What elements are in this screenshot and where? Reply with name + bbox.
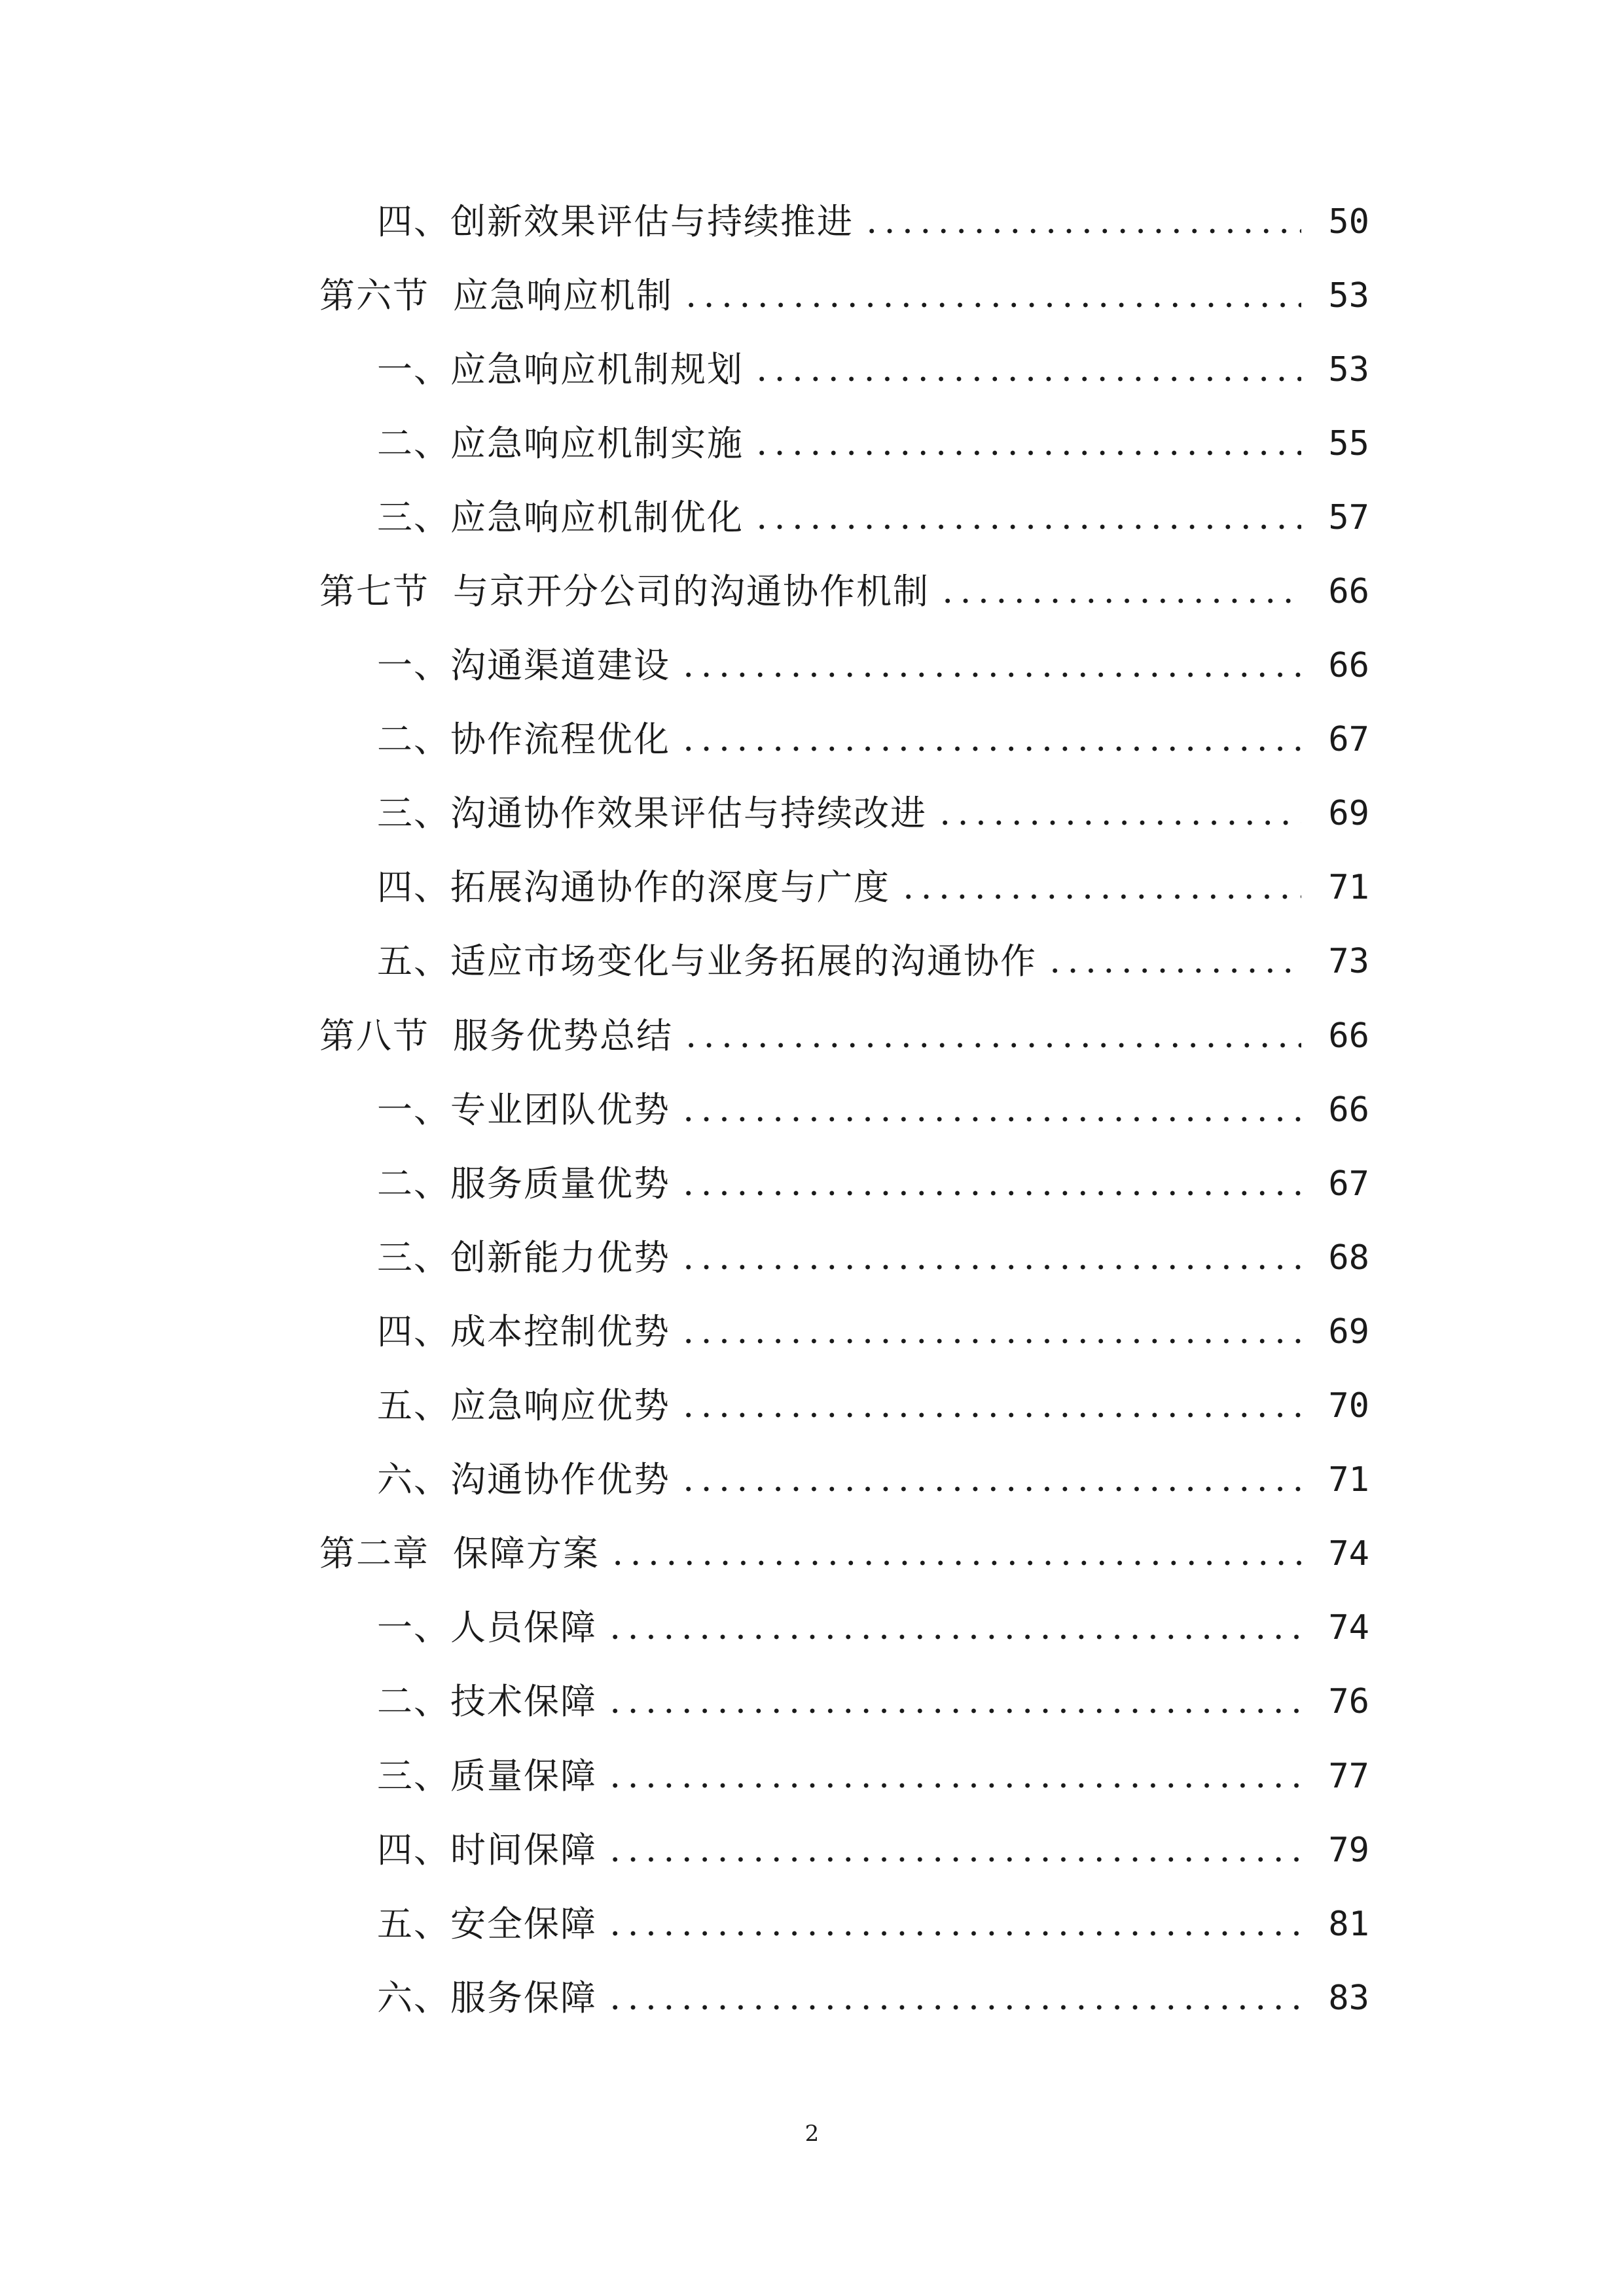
toc-subsection-entry[interactable] xyxy=(0,1369,1624,1443)
toc-subsection-entry[interactable] xyxy=(0,406,1624,480)
toc-subsection-entry[interactable] xyxy=(0,703,1624,777)
toc-entry-page-number: 79 xyxy=(1328,1830,1369,1870)
toc-subsection-entry[interactable] xyxy=(0,1961,1624,2035)
page-number: 2 xyxy=(804,2121,820,2147)
toc-entry-section-label: 第二章 xyxy=(319,1533,429,1575)
toc-subsection-entry[interactable] xyxy=(0,1739,1624,1813)
toc-subsection-entry[interactable] xyxy=(0,1221,1624,1295)
toc-dot-leader xyxy=(609,1536,1301,1571)
toc-entry-title: 五、安全保障 xyxy=(377,1903,597,1945)
toc-dot-leader xyxy=(679,1240,1301,1276)
toc-dot-leader xyxy=(679,1388,1301,1424)
toc-dot-leader xyxy=(899,870,1301,905)
toc-entry-heading xyxy=(319,571,929,613)
toc-subsection-entry[interactable] xyxy=(0,1591,1624,1665)
toc-subsection-entry[interactable] xyxy=(0,925,1624,999)
toc-entry-heading xyxy=(319,274,673,316)
toc-entry-section-label: 第八节 xyxy=(319,1014,429,1056)
toc-entry-title: 保障方案 xyxy=(453,1533,600,1575)
toc-entry-heading xyxy=(377,348,744,390)
toc-dot-leader xyxy=(936,796,1301,831)
toc-section-entry[interactable] xyxy=(0,554,1624,628)
toc-entry-title: 一、人员保障 xyxy=(377,1607,597,1649)
toc-entry-page-number: 73 xyxy=(1328,942,1369,982)
toc-entry-title: 四、时间保障 xyxy=(377,1829,597,1871)
toc-entry-title: 一、专业团队优势 xyxy=(377,1088,670,1130)
toc-subsection-entry[interactable] xyxy=(0,480,1624,554)
toc-entry-heading xyxy=(377,1310,670,1352)
toc-section-entry[interactable] xyxy=(0,259,1624,332)
toc-entry-title: 一、应急响应机制规划 xyxy=(377,348,744,390)
toc-entry-page-number: 71 xyxy=(1328,1460,1369,1500)
toc-dot-leader xyxy=(679,1166,1301,1202)
toc-entry-heading xyxy=(377,1162,670,1204)
toc-subsection-entry[interactable] xyxy=(0,851,1624,925)
toc-entry-heading xyxy=(377,645,670,687)
toc-entry-title: 二、技术保障 xyxy=(377,1681,597,1723)
toc-entry-title: 二、应急响应机制实施 xyxy=(377,422,744,464)
toc-entry-page-number: 77 xyxy=(1328,1756,1369,1796)
toc-entry-heading xyxy=(377,1977,597,2018)
toc-entry-heading xyxy=(377,496,744,538)
toc-dot-leader xyxy=(606,1759,1301,1794)
toc-dot-leader xyxy=(1046,944,1301,979)
toc-entry-title: 三、创新能力优势 xyxy=(377,1236,670,1278)
toc-subsection-entry[interactable] xyxy=(0,777,1624,851)
toc-entry-page-number: 70 xyxy=(1328,1386,1369,1426)
toc-dot-leader xyxy=(679,722,1301,757)
toc-entry-title: 五、适应市场变化与业务拓展的沟通协作 xyxy=(377,941,1037,982)
toc-entry-page-number: 76 xyxy=(1328,1682,1369,1722)
toc-subsection-entry[interactable] xyxy=(0,1813,1624,1887)
toc-entry-title: 四、成本控制优势 xyxy=(377,1310,670,1352)
toc-subsection-entry[interactable] xyxy=(0,332,1624,406)
toc-dot-leader xyxy=(606,1833,1301,1868)
toc-entry-page-number: 67 xyxy=(1328,720,1369,760)
toc-entry-heading xyxy=(377,867,890,908)
toc-entry-heading xyxy=(319,1014,673,1056)
toc-dot-leader xyxy=(679,1092,1301,1128)
toc-entry-page-number: 74 xyxy=(1328,1608,1369,1648)
toc-entry-heading xyxy=(377,1236,670,1278)
toc-entry-page-number: 66 xyxy=(1328,1090,1369,1130)
toc-entry-title: 三、应急响应机制优化 xyxy=(377,496,744,538)
toc-entry-section-label: 第七节 xyxy=(319,571,429,613)
toc-subsection-entry[interactable] xyxy=(0,1887,1624,1961)
toc-dot-leader xyxy=(939,574,1301,609)
toc-entry-page-number: 66 xyxy=(1328,646,1369,686)
toc-entry-page-number: 69 xyxy=(1328,1312,1369,1352)
toc-dot-leader xyxy=(606,1610,1301,1645)
toc-entry-heading xyxy=(377,1088,670,1130)
toc-entry-page-number: 67 xyxy=(1328,1164,1369,1204)
toc-entry-title: 六、服务保障 xyxy=(377,1977,597,2018)
toc-subsection-entry[interactable] xyxy=(0,1665,1624,1739)
toc-dot-leader xyxy=(606,1907,1301,1942)
toc-entry-heading xyxy=(377,1385,670,1427)
toc-subsection-entry[interactable] xyxy=(0,1295,1624,1369)
toc-entry-title: 二、协作流程优化 xyxy=(377,719,670,761)
toc-dot-leader xyxy=(679,1462,1301,1498)
toc-entry-page-number: 74 xyxy=(1328,1534,1369,1574)
toc-dot-leader xyxy=(606,1981,1301,2016)
toc-entry-page-number: 53 xyxy=(1328,276,1369,315)
toc-dot-leader xyxy=(753,426,1301,461)
toc-entry-page-number: 68 xyxy=(1328,1238,1369,1278)
toc-entry-heading xyxy=(319,1533,600,1575)
table-of-contents xyxy=(0,185,1624,2035)
toc-section-entry[interactable] xyxy=(0,999,1624,1073)
toc-entry-heading xyxy=(377,941,1037,982)
toc-subsection-entry[interactable] xyxy=(0,629,1624,703)
toc-entry-title: 四、拓展沟通协作的深度与广度 xyxy=(377,867,890,908)
toc-dot-leader xyxy=(863,204,1301,240)
toc-entry-page-number: 81 xyxy=(1328,1904,1369,1944)
toc-entry-heading xyxy=(377,793,927,834)
toc-entry-page-number: 66 xyxy=(1328,1016,1369,1056)
toc-entry-heading xyxy=(377,200,854,242)
toc-entry-title: 服务优势总结 xyxy=(453,1014,673,1056)
toc-dot-leader xyxy=(682,1018,1301,1054)
toc-entry-title: 三、质量保障 xyxy=(377,1755,597,1797)
toc-entry-heading xyxy=(377,1829,597,1871)
toc-entry-title: 四、创新效果评估与持续推进 xyxy=(377,200,854,242)
toc-dot-leader xyxy=(679,1314,1301,1350)
toc-entry-page-number: 71 xyxy=(1328,868,1369,908)
toc-entry-title: 三、沟通协作效果评估与持续改进 xyxy=(377,793,927,834)
toc-entry-title: 应急响应机制 xyxy=(453,274,673,316)
toc-dot-leader xyxy=(753,500,1301,535)
toc-entry-heading xyxy=(377,719,670,761)
toc-entry-heading xyxy=(377,422,744,464)
toc-dot-leader xyxy=(753,352,1301,387)
toc-entry-heading xyxy=(377,1459,670,1501)
toc-subsection-entry[interactable] xyxy=(0,185,1624,259)
toc-entry-title: 五、应急响应优势 xyxy=(377,1385,670,1427)
toc-entry-page-number: 53 xyxy=(1328,350,1369,389)
toc-entry-heading xyxy=(377,1903,597,1945)
toc-entry-title: 与京开分公司的沟通协作机制 xyxy=(453,571,929,613)
toc-entry-title: 六、沟通协作优势 xyxy=(377,1459,670,1501)
toc-dot-leader xyxy=(682,278,1301,314)
toc-subsection-entry[interactable] xyxy=(0,1073,1624,1147)
toc-entry-page-number: 83 xyxy=(1328,1978,1369,2018)
toc-entry-heading xyxy=(377,1681,597,1723)
toc-entry-heading xyxy=(377,1755,597,1797)
toc-subsection-entry[interactable] xyxy=(0,1443,1624,1517)
toc-entry-section-label: 第六节 xyxy=(319,274,429,316)
toc-entry-page-number: 66 xyxy=(1328,572,1369,612)
toc-entry-page-number: 50 xyxy=(1328,202,1369,242)
toc-subsection-entry[interactable] xyxy=(0,1147,1624,1221)
toc-entry-page-number: 55 xyxy=(1328,423,1369,463)
toc-entry-page-number: 57 xyxy=(1328,497,1369,537)
toc-entry-heading xyxy=(377,1607,597,1649)
toc-entry-page-number: 69 xyxy=(1328,794,1369,834)
toc-dot-leader xyxy=(679,648,1301,683)
toc-section-entry[interactable] xyxy=(0,1517,1624,1591)
toc-dot-leader xyxy=(606,1684,1301,1719)
toc-entry-title: 二、服务质量优势 xyxy=(377,1162,670,1204)
toc-entry-title: 一、沟通渠道建设 xyxy=(377,645,670,687)
